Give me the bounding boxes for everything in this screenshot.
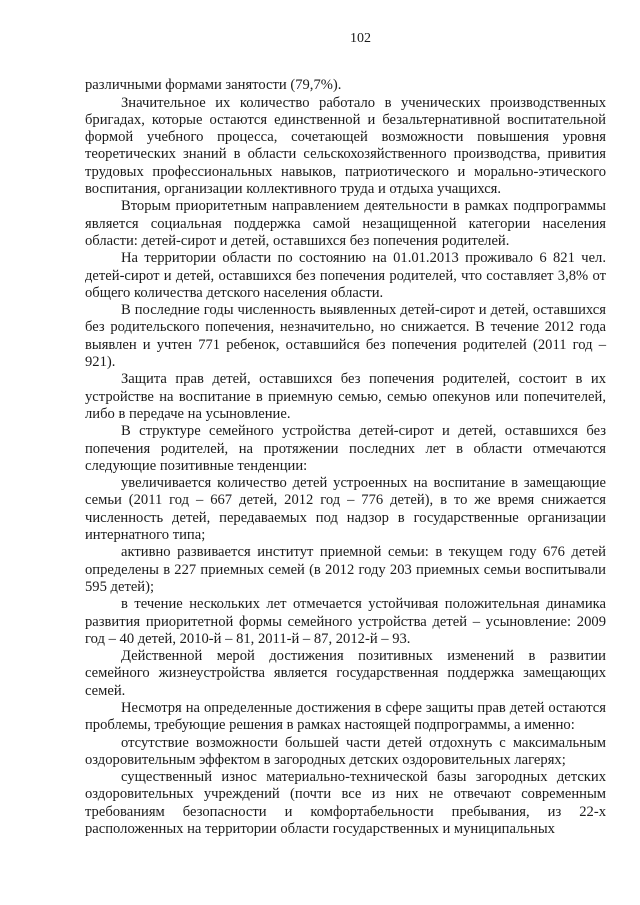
- paragraph: Значительное их количество работало в ученических производственных бригадах, которые остаются единственной и безальтернативной воспитательной формой учебного процесса, сочетающей возможности повышения уровня теоретических знаний в области сельскохозяйственного производства, привития трудовых профессиональных навыков, патриотического и морально-этического воспитания, организации коллективного труда и отдыха учащихся.: [85, 94, 606, 198]
- body-text: [85, 77, 606, 838]
- paragraph: Защита прав детей, оставшихся без попечения родителей, состоит в их устройстве на воспитание в приемную семью, семью опекунов или попечителей, либо в передаче на усыновление.: [85, 371, 606, 422]
- paragraph: Вторым приоритетным направлением деятельности в рамках подпрограммы является социальная поддержка самой незащищенной категории населения области: детей-сирот и детей, оставшихся без попечения родителей.: [85, 198, 606, 249]
- paragraph: В структуре семейного устройства детей-сирот и детей, оставшихся без попечения родителей, на протяжении последних лет в области отмечаются следующие позитивные тенденции:: [85, 423, 606, 474]
- paragraph: увеличивается количество детей устроенных на воспитание в замещающие семьи (2011 год – 667 детей, 2012 год – 776 детей), в то же время снижается численность детей, передаваемых под надзор в государственные организации интернатного типа;: [85, 475, 606, 544]
- paragraph: в течение нескольких лет отмечается устойчивая положительная динамика развития приоритетной формы семейного устройства детей – усыновление: 2009 год – 40 детей, 2010-й – 81, 2011-й – 87, 2012-й – 93.: [85, 596, 606, 647]
- paragraph: В последние годы численность выявленных детей-сирот и детей, оставшихся без родительского попечения, незначительно, но снижается. В течение 2012 года выявлен и учтен 771 ребенок, оставшийся без попечения родителей (2011 год – 921).: [85, 302, 606, 371]
- paragraph: различными формами занятости (79,7%).: [85, 77, 342, 94]
- page-number: 102: [350, 31, 371, 46]
- paragraph: активно развивается институт приемной семьи: в текущем году 676 детей определены в 227 приемных семей (в 2012 году 203 приемных семьи воспитывали 595 детей);: [85, 544, 606, 595]
- paragraph: Несмотря на определенные достижения в сфере защиты прав детей остаются проблемы, требующие решения в рамках настоящей подпрограммы, а именно:: [85, 699, 606, 734]
- paragraph: отсутствие возможности большей части детей отдохнуть с максимальным оздоровительным эффектом в загородных детских оздоровительных лагерях;: [85, 734, 606, 768]
- paragraph: существенный износ материально-технической базы загородных детских оздоровительных учреждений (почти все из них не отвечают современным требованиям безопасности и комфортабельности пребывания, из 22-х расположенных на территории области государственных и муниципальных: [85, 769, 606, 838]
- paragraph: Действенной мерой достижения позитивных изменений в развитии семейного жизнеустройства является государственная поддержка замещающих семей.: [85, 648, 606, 699]
- paragraph: На территории области по состоянию на 01.01.2013 проживало 6 821 чел. детей-сирот и детей, оставшихся без попечения родителей, что составляет 3,8% от общего количества детского населения области.: [85, 250, 606, 301]
